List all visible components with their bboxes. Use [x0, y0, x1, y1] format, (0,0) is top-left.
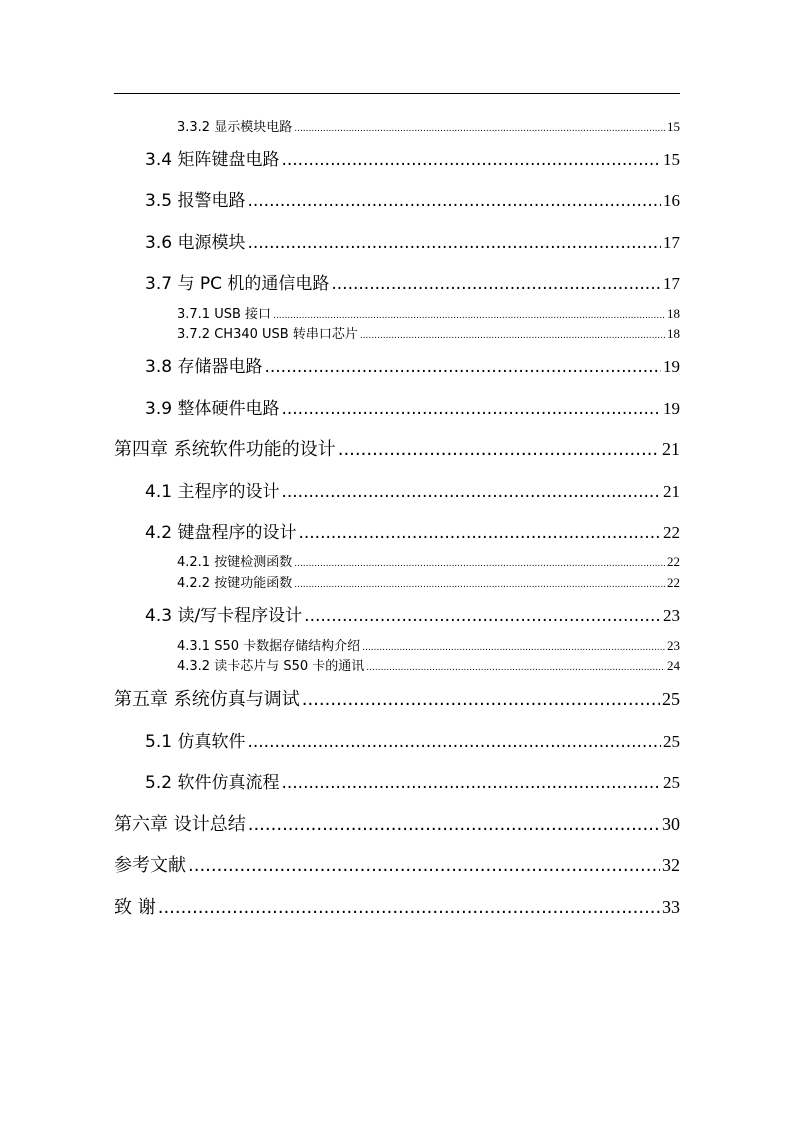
toc-entry-label: 3.3.2 显示模块电路	[177, 120, 293, 135]
toc-leader-dots	[360, 327, 665, 342]
toc-entry-4-2[interactable]	[145, 518, 680, 543]
toc-leader-dots	[247, 233, 661, 253]
toc-leader-dots	[366, 659, 665, 674]
toc-leader-dots	[247, 732, 661, 752]
toc-entry-label: 3.9 整体硬件电路	[145, 399, 280, 419]
toc-page-number: 21	[663, 482, 680, 501]
toc-entry-acknowledgements[interactable]	[114, 893, 680, 919]
toc-page-number: 15	[667, 119, 680, 134]
toc-page-number: 22	[667, 554, 680, 569]
toc-page-number: 19	[663, 357, 680, 376]
toc-leader-dots	[281, 399, 661, 419]
toc-entry-label: 第六章 设计总结	[114, 814, 246, 835]
toc-entry-4-3-2[interactable]	[177, 655, 680, 674]
toc-leader-dots	[304, 606, 661, 626]
toc-entry-label: 4.2 键盘程序的设计	[145, 523, 297, 543]
toc-entry-3-4[interactable]	[145, 145, 680, 170]
toc-leader-dots	[281, 150, 661, 170]
toc-entry-label: 第五章 系统仿真与调试	[114, 689, 300, 710]
toc-page-number: 17	[663, 274, 680, 293]
toc-entry-label: 3.8 存储器电路	[145, 357, 263, 377]
toc-entry-3-9[interactable]	[145, 394, 680, 419]
toc-page-number: 22	[663, 523, 680, 542]
toc-entry-4-2-2[interactable]	[177, 572, 680, 591]
toc-leader-dots	[294, 120, 665, 135]
toc-leader-dots	[298, 523, 661, 543]
toc-leader-dots	[158, 897, 660, 918]
toc-leader-dots	[294, 576, 665, 591]
toc-entry-label: 5.2 软件仿真流程	[145, 773, 280, 793]
toc-page-number: 16	[663, 191, 680, 210]
toc-leader-dots	[188, 855, 660, 876]
toc-entry-4-3[interactable]	[145, 601, 680, 626]
toc-entry-3-8[interactable]	[145, 352, 680, 377]
toc-leader-dots	[264, 357, 661, 377]
toc-leader-dots	[331, 274, 661, 294]
toc-leader-dots	[294, 555, 665, 570]
toc-entry-3-7[interactable]	[145, 269, 680, 294]
toc-page-number: 23	[663, 606, 680, 625]
toc-leader-dots	[247, 191, 661, 211]
toc-page-number: 25	[662, 689, 680, 709]
toc-leader-dots	[273, 307, 665, 322]
toc-entry-chapter-6[interactable]	[114, 810, 680, 836]
toc-leader-dots	[302, 689, 660, 710]
toc-entry-label: 5.1 仿真软件	[145, 732, 246, 752]
toc-page-number: 15	[663, 150, 680, 169]
toc-page-number: 23	[667, 638, 680, 653]
toc-entry-label: 3.5 报警电路	[145, 191, 246, 211]
toc-entry-chapter-4[interactable]	[114, 435, 680, 461]
toc-entry-label: 4.3.1 S50 卡数据存储结构介绍	[177, 639, 361, 654]
toc-page-number: 17	[663, 233, 680, 252]
toc-entry-label: 第四章 系统软件功能的设计	[114, 439, 336, 460]
toc-page-number: 22	[667, 575, 680, 590]
toc-page-number: 24	[667, 658, 680, 673]
toc-entry-3-3-2[interactable]	[177, 116, 680, 135]
toc-page-number: 33	[662, 897, 680, 917]
toc-leader-dots	[338, 439, 660, 460]
toc-entry-label: 4.1 主程序的设计	[145, 482, 280, 502]
toc-leader-dots	[248, 814, 660, 835]
toc-page-number: 18	[667, 326, 680, 341]
toc-entry-4-2-1[interactable]	[177, 551, 680, 570]
toc-page-number: 30	[662, 814, 680, 834]
header-rule	[114, 93, 680, 94]
toc-page-number: 25	[663, 773, 680, 792]
toc-page-number: 25	[663, 732, 680, 751]
toc-entry-references[interactable]	[114, 851, 680, 877]
toc-entry-3-6[interactable]	[145, 228, 680, 253]
toc-leader-dots	[362, 639, 665, 654]
toc-entry-chapter-5[interactable]	[114, 685, 680, 711]
toc-entry-label: 4.3.2 读卡芯片与 S50 卡的通讯	[177, 659, 365, 674]
toc-leader-dots	[281, 482, 661, 502]
toc-entry-label: 参考文献	[114, 855, 186, 876]
toc-entry-label: 致 谢	[114, 897, 156, 918]
toc-entry-label: 3.6 电源模块	[145, 233, 246, 253]
toc-entry-label: 4.2.2 按键功能函数	[177, 576, 293, 591]
toc-entry-3-5[interactable]	[145, 186, 680, 211]
toc-entry-4-3-1[interactable]	[177, 635, 680, 654]
toc-page-number: 19	[663, 399, 680, 418]
toc-leader-dots	[281, 773, 661, 793]
toc-entry-5-1[interactable]	[145, 727, 680, 752]
toc-entry-3-7-1[interactable]	[177, 303, 680, 322]
toc-page-number: 21	[662, 439, 680, 459]
toc-entry-label: 3.7.2 CH340 USB 转串口芯片	[177, 327, 358, 342]
toc-page-number: 32	[662, 855, 680, 875]
toc-entry-label: 4.3 读/写卡程序设计	[145, 606, 303, 626]
toc-page-number: 18	[667, 306, 680, 321]
toc-entry-5-2[interactable]	[145, 768, 680, 793]
toc-entry-label: 3.7.1 USB 接口	[177, 307, 272, 322]
toc-entry-label: 3.4 矩阵键盘电路	[145, 150, 280, 170]
toc-entry-label: 4.2.1 按键检测函数	[177, 555, 293, 570]
toc-entry-label: 3.7 与 PC 机的通信电路	[145, 274, 330, 294]
toc-entry-3-7-2[interactable]	[177, 323, 680, 342]
toc-entry-4-1[interactable]	[145, 477, 680, 502]
